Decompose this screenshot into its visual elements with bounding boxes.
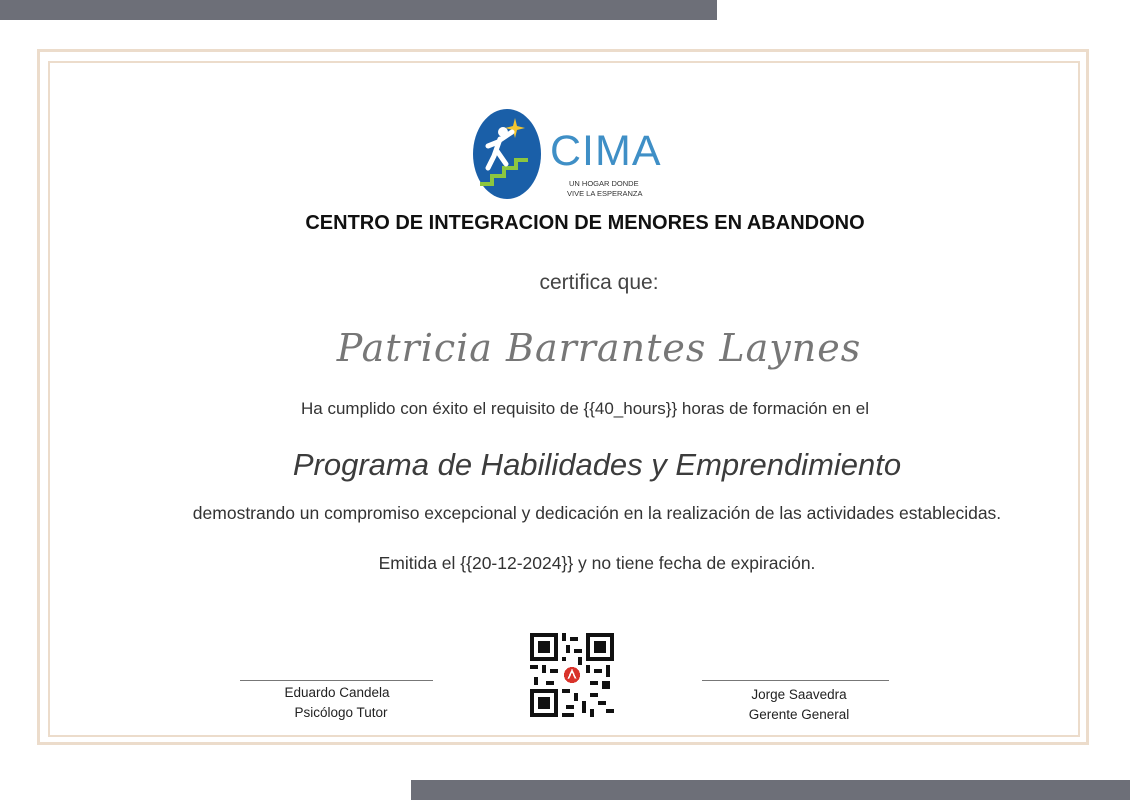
organization-title: CENTRO DE INTEGRACION DE MENORES EN ABANDONO: [305, 212, 865, 234]
logo-tagline-line2: VIVE LA ESPERANZA: [567, 189, 643, 198]
requirement-text: Ha cumplido con éxito el requisito de {{40_hours}} horas de formación en el: [301, 399, 869, 418]
recipient-name: Patricia Barrantes Laynes: [336, 326, 862, 370]
logo-tagline-line1: UN HOGAR DONDE: [569, 179, 639, 188]
right-signer-role: Gerente General: [748, 707, 850, 722]
right-signer-name: Jorge Saavedra: [751, 687, 847, 702]
left-signer-name: Eduardo Candela: [284, 685, 390, 700]
bottom-accent-bar: [411, 780, 1130, 800]
top-accent-bar: [0, 0, 717, 20]
certifies-label: certifica que:: [539, 271, 659, 294]
commitment-text: demostrando un compromiso excepcional y dedicación en la realización de las actividades establecidas.: [192, 503, 1002, 523]
left-signer-role: Psicólogo Tutor: [294, 705, 388, 720]
left-signature-line: [240, 680, 433, 681]
issue-date-text: Emitida el {{20-12-2024}} y no tiene fecha de expiración.: [378, 553, 816, 573]
program-name: Programa de Habilidades y Emprendimiento: [292, 447, 902, 482]
logo-brand-text: CIMA: [550, 127, 662, 175]
right-signature-line: [702, 680, 889, 681]
qr-code-icon[interactable]: [530, 633, 614, 717]
